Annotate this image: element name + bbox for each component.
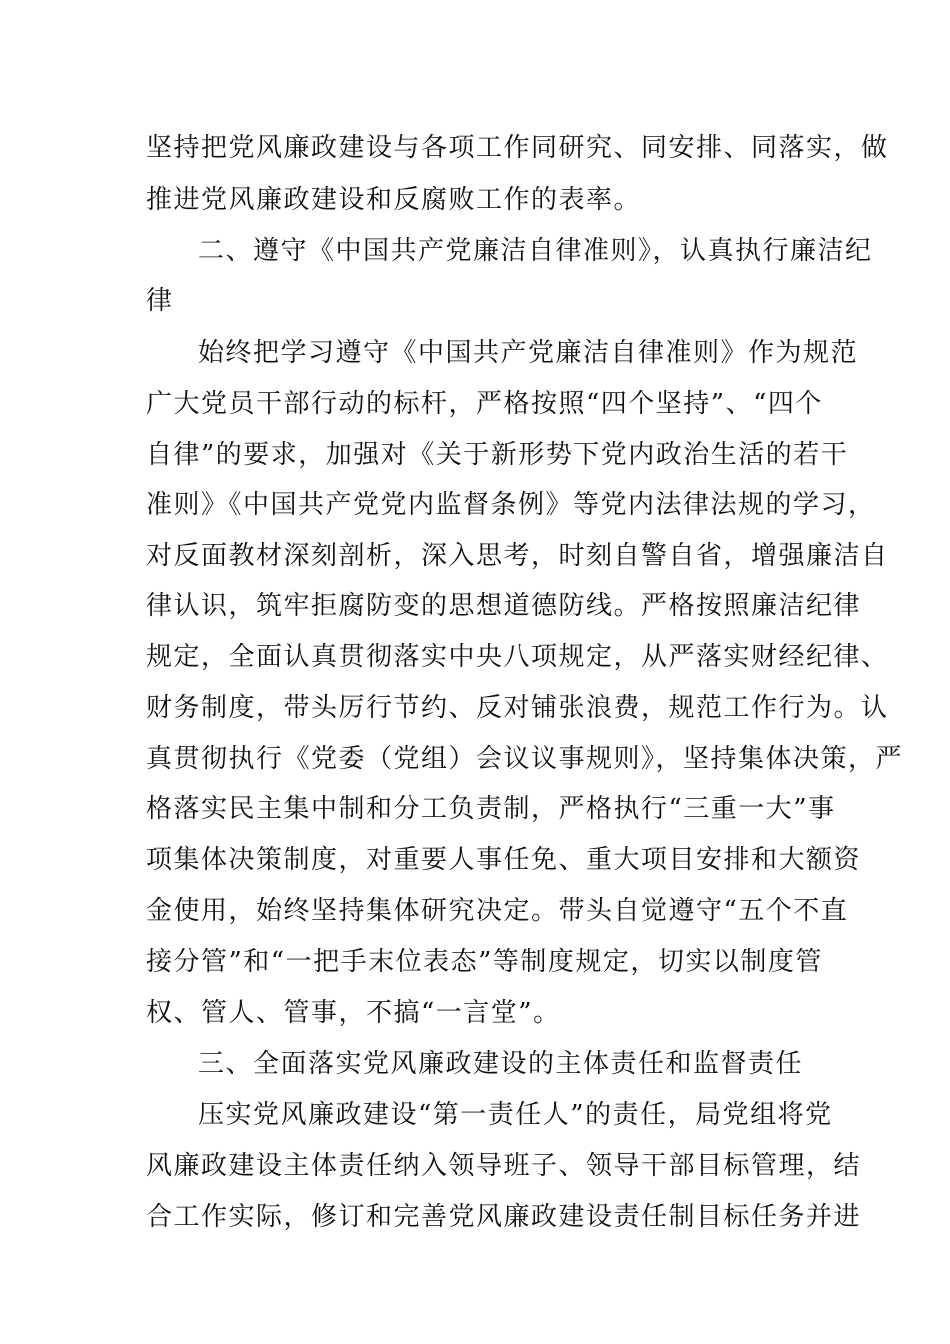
body-text-line: 财务制度，带头厉行节约、反对铺张浪费，规范工作行为。认 xyxy=(146,693,889,723)
body-text-line: 推进党风廉政建设和反腐败工作的表率。 xyxy=(146,185,642,215)
section-heading-3: 三、全面落实党风廉政建设的主体责任和监督责任 xyxy=(198,1049,804,1079)
body-text-line: 坚持把党风廉政建设与各项工作同研究、同安排、同落实，做 xyxy=(146,133,889,163)
body-text-line: 权、管人、管事，不搞“一言堂”。 xyxy=(146,998,561,1028)
section-heading-2-continued: 律 xyxy=(146,286,174,316)
body-text-line: 金使用，始终坚持集体研究决定。带头自觉遵守“五个不直 xyxy=(146,896,849,926)
body-text-line: 自律”的要求，加强对《关于新形势下党内政治生活的若干 xyxy=(146,440,849,470)
body-text-line: 压实党风廉政建设“第一责任人”的责任，局党组将党 xyxy=(198,1100,833,1130)
body-text-line: 规定，全面认真贯彻落实中央八项规定，从严落实财经纪律、 xyxy=(146,642,889,672)
body-text-line: 风廉政建设主体责任纳入领导班子、领导干部目标管理，结 xyxy=(146,1151,862,1181)
body-text-line: 项集体决策制度，对重要人事任免、重大项目安排和大额资 xyxy=(146,845,862,875)
body-text-line: 合工作实际，修订和完善党风廉政建设责任制目标任务并进 xyxy=(146,1202,862,1232)
body-text-line: 广大党员干部行动的标杆，严格按照“四个坚持”、“四个 xyxy=(146,389,823,419)
body-text-line: 对反面教材深刻剖析，深入思考，时刻自警自省，增强廉洁自 xyxy=(146,541,889,571)
body-text-line: 始终把学习遵守《中国共产党廉洁自律准则》作为规范 xyxy=(198,338,859,368)
body-text-line: 格落实民主集中制和分工负责制，严格执行“三重一大”事 xyxy=(146,794,836,824)
body-text-line: 接分管”和“一把手末位表态”等制度规定，切实以制度管 xyxy=(146,947,823,977)
body-text-line: 准则》《中国共产党党内监督条例》等党内法律法规的学习， xyxy=(146,490,876,520)
body-text-line: 真贯彻执行《党委（党组）会议议事规则》，坚持集体决策，严 xyxy=(146,744,904,774)
section-heading-2: 二、遵守《中国共产党廉洁自律准则》，认真执行廉洁纪 xyxy=(198,236,873,266)
body-text-line: 律认识，筑牢拒腐防变的思想道德防线。严格按照廉洁纪律 xyxy=(146,591,862,621)
